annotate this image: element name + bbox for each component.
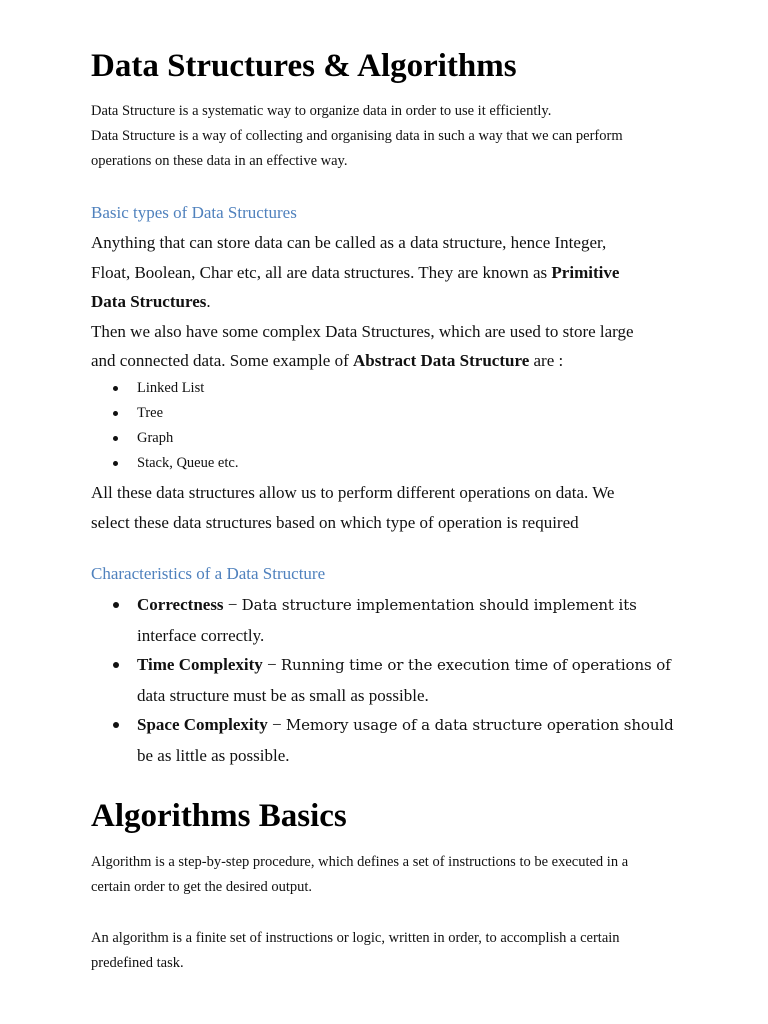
page-title: Data Structures & Algorithms — [91, 48, 517, 84]
basic-types-para-1-line-2 — [91, 258, 619, 288]
term: Correctness — [137, 595, 224, 614]
description-continued: interface correctly. — [137, 625, 265, 645]
basic-types-para-2-tail: are : — [529, 351, 564, 370]
list-item — [91, 401, 238, 426]
list-item — [91, 650, 674, 681]
basic-types-para-2-line-2 — [91, 346, 563, 376]
list-item — [91, 376, 238, 401]
intro-line-1: Data Structure is a systematic way to organize data in order to use it efficiently. — [91, 103, 552, 119]
list-item-continued — [91, 681, 674, 711]
list-item — [91, 426, 238, 451]
term: Space Complexity — [137, 715, 268, 734]
bullet-icon — [113, 461, 118, 466]
list-item-label: Graph — [137, 430, 174, 446]
basic-types-para-2-line-1: Then we also have some complex Data Structures, which are used to store large — [91, 321, 634, 341]
bullet-icon — [113, 386, 118, 391]
basic-types-para-1-text: Float, Boolean, Char etc, all are data structures. They are known as — [91, 262, 552, 282]
bullet-icon — [113, 602, 119, 608]
list-item — [91, 590, 674, 621]
basic-types-heading: Basic types of Data Structures — [91, 203, 297, 222]
description: Memory usage of a data structure operation should — [285, 716, 674, 734]
description: Data structure implementation should implement its — [241, 596, 637, 614]
characteristics-list — [91, 590, 674, 770]
list-item-label: Tree — [137, 405, 164, 421]
list-item — [91, 710, 674, 741]
separator: − — [267, 715, 286, 734]
period: . — [206, 292, 211, 311]
basic-types-para-2-text: and connected data. Some example of — [91, 351, 353, 370]
algorithms-para-2-line-2: predefined task. — [91, 955, 184, 971]
algorithms-para-1-line-1: Algorithm is a step-by-step procedure, which defines a set of instructions to be executed in a — [91, 854, 629, 870]
primitive-bold: Primitive — [551, 262, 620, 282]
basic-types-para-3-line-1: All these data structures allow us to perform different operations on data. We — [91, 483, 615, 502]
bullet-icon — [113, 722, 119, 728]
characteristics-heading: Characteristics of a Data Structure — [91, 564, 326, 583]
algorithms-title: Algorithms Basics — [91, 798, 347, 834]
data-structures-bold: Data Structures — [91, 292, 207, 311]
algorithms-para-2-line-1: An algorithm is a finite set of instructions or logic, written in order, to accomplish a certain — [91, 930, 620, 946]
list-item-continued — [91, 621, 674, 651]
separator: − — [262, 655, 281, 674]
bullet-icon — [113, 436, 118, 441]
bullet-icon — [113, 662, 119, 668]
basic-types-para-1-line-3 — [91, 287, 211, 317]
list-item-label: Linked List — [137, 380, 205, 396]
algorithms-para-1-line-2: certain order to get the desired output. — [91, 879, 313, 895]
list-item — [91, 451, 238, 476]
bullet-icon — [113, 411, 118, 416]
description-continued: be as little as possible. — [137, 745, 290, 765]
intro-line-2: Data Structure is a way of collecting and organising data in such a way that we can perform — [91, 128, 623, 144]
basic-types-para-1-line-1: Anything that can store data can be called as a data structure, hence Integer, — [91, 233, 607, 252]
abstract-data-structure-bold: Abstract Data Structure — [352, 351, 530, 370]
description: Running time or the execution time of operations of — [280, 656, 671, 674]
list-item-continued — [91, 741, 674, 771]
basic-types-para-3-line-2: select these data structures based on which type of operation is required — [91, 512, 579, 532]
separator: − — [223, 595, 242, 614]
abstract-types-list — [91, 376, 238, 476]
intro-line-3: operations on these data in an effective way. — [91, 153, 348, 169]
description-continued: data structure must be as small as possible. — [137, 685, 429, 705]
list-item-label: Stack, Queue etc. — [137, 455, 239, 471]
term: Time Complexity — [137, 655, 263, 674]
